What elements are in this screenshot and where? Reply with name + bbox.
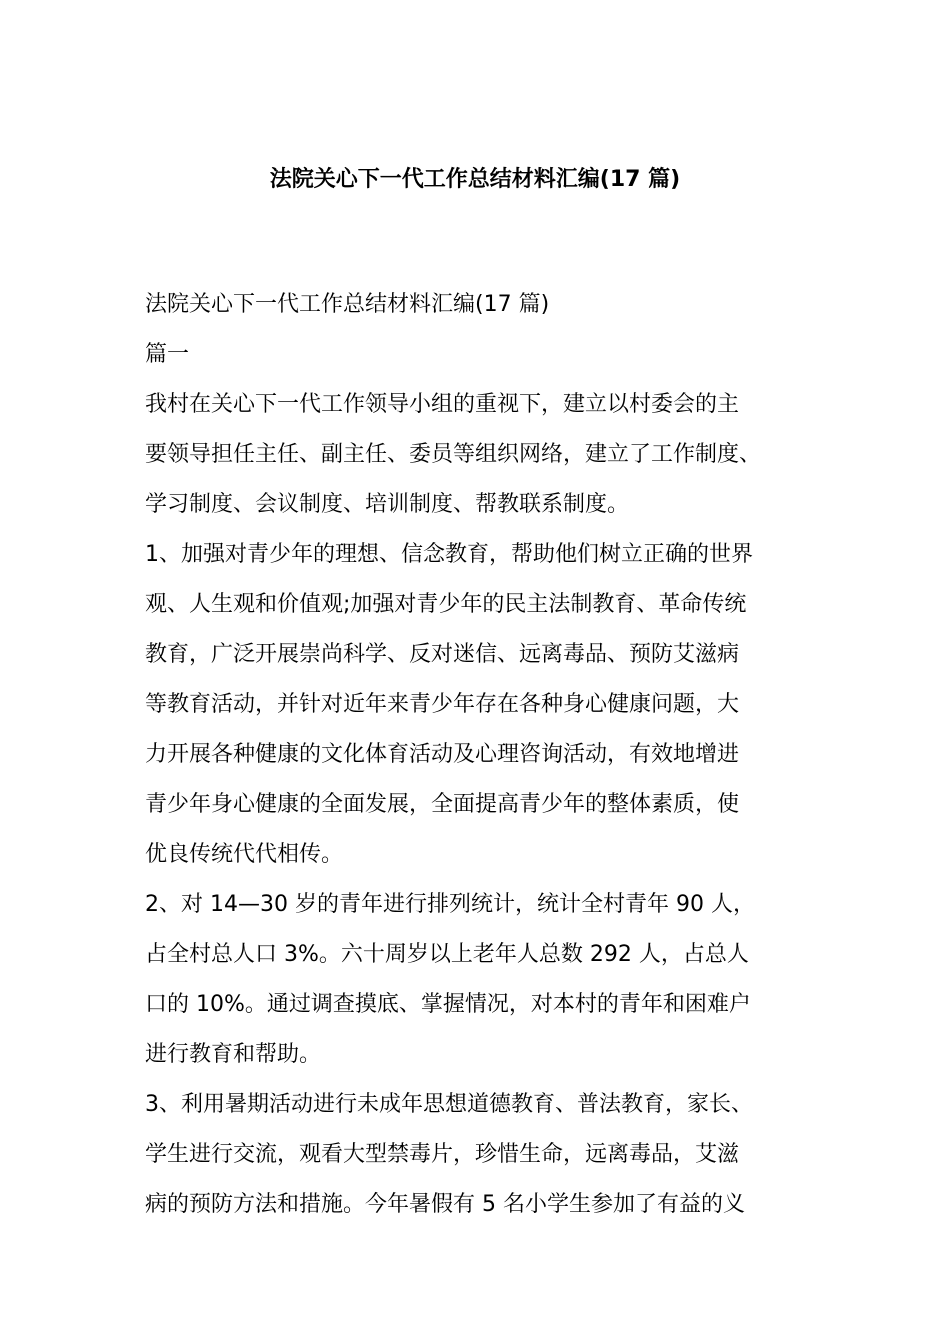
document-title: 法院关心下一代工作总结材料汇编(17 篇) (269, 167, 681, 192)
body-heading: 法院关心下一代工作总结材料汇编(17 篇) (145, 292, 550, 317)
paragraph-line: 3、利用暑期活动进行未成年思想道德教育、普法教育，家长、 (145, 1092, 753, 1117)
document-body (145, 280, 817, 1230)
paragraph-line: 占全村总人口 3%。六十周岁以上老年人总数 292 人，占总人 (145, 942, 749, 967)
paragraph-line: 进行教育和帮助。 (145, 1042, 322, 1067)
paragraph-line: 口的 10%。通过调查摸底、掌握情况，对本村的青年和困难户 (145, 992, 751, 1017)
paragraph-line: 优良传统代代相传。 (145, 842, 344, 867)
paragraph-line: 青少年身心健康的全面发展，全面提高青少年的整体素质，使 (145, 792, 740, 817)
paragraph-line: 病的预防方法和措施。今年暑假有 5 名小学生参加了有益的义 (145, 1192, 745, 1217)
paragraph-line: 1、加强对青少年的理想、信念教育，帮助他们树立正确的世界 (145, 542, 753, 567)
paragraph-line: 要领导担任主任、副主任、委员等组织网络，建立了工作制度、 (145, 442, 762, 467)
paragraph-line: 等教育活动，并针对近年来青少年存在各种身心健康问题，大 (145, 692, 740, 717)
paragraph-line: 观、人生观和价值观;加强对青少年的民主法制教育、革命传统 (145, 592, 747, 617)
paragraph-line: 力开展各种健康的文化体育活动及心理咨询活动，有效地增进 (145, 742, 740, 767)
paragraph-line: 学习制度、会议制度、培训制度、帮教联系制度。 (145, 492, 630, 517)
paragraph-line: 学生进行交流，观看大型禁毒片，珍惜生命，远离毒品，艾滋 (145, 1142, 740, 1167)
paragraph-line: 我村在关心下一代工作领导小组的重视下，建立以村委会的主 (145, 392, 740, 417)
paragraph-line: 2、对 14—30 岁的青年进行排列统计，统计全村青年 90 人， (145, 892, 755, 917)
section-label: 篇一 (145, 342, 190, 367)
paragraph-line: 教育，广泛开展崇尚科学、反对迷信、远离毒品、预防艾滋病 (145, 642, 740, 667)
